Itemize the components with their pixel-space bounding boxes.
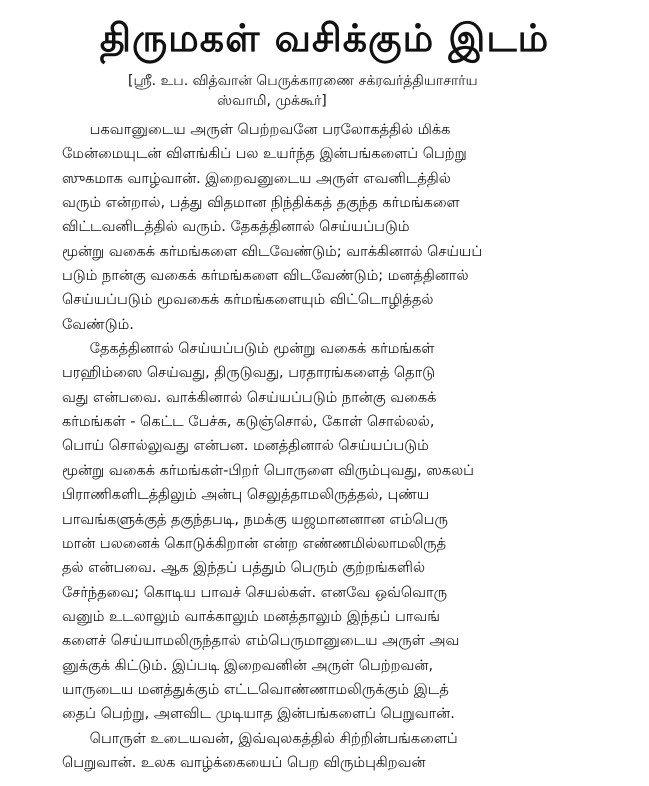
text-line: மூன்று வகைக் கர்மங்கள்-பிறர் பொருளை விரும்புவது, ஸகலப் bbox=[62, 462, 474, 479]
text-line: சேர்ந்தவை; கொடிய பாவச் செயல்கள். எனவே ஒவ்வொரு bbox=[62, 584, 448, 601]
text-line: பொய் சொல்லுவது என்பன. மனத்தினால் செய்யப்படும் bbox=[62, 438, 429, 455]
text-line: தேகத்தினால் செய்யப்படும் மூன்று வகைக் கர்மங்கள் bbox=[62, 341, 435, 358]
text-line: களைச் செய்யாமலிருந்தால் எம்பெருமானுடைய அருள் அவ bbox=[62, 633, 460, 650]
text-line: பாவங்களுக்குத் தகுந்தபடி, நமக்கு யஜமானனான எம்பெரு bbox=[62, 511, 448, 528]
text-line: பிராணிகளிடத்திலும் அன்பு செலுத்தாமலிருத்தல், புண்ய bbox=[62, 487, 430, 504]
text-line: பொருள் உடையவன், இவ்வுலகத்தில் சிற்றின்பங்களைப் bbox=[62, 730, 458, 747]
text-line: பெறுவான். உலக வாழ்க்கையைப் பெற விரும்புகிறவன் bbox=[62, 754, 426, 771]
text-line: மேன்மையுடன் விளங்கிப் பல உயர்ந்த இன்பங்களைப் பெற்று bbox=[62, 146, 467, 163]
page-title: திருமகள் வசிக்கும் இடம் bbox=[99, 16, 550, 60]
text-line: ஸுகமாக வாழ்வான். இறைவனுடைய அருள் எவனிடத்தில் bbox=[62, 170, 451, 187]
text-line: வது என்பவை. வாக்கினால் செய்யப்படும் நான்கு வகைக் bbox=[62, 389, 437, 406]
text-line: னுக்குக் கிட்டும். இப்படி இறைவனின் அருள் பெற்றவன், bbox=[62, 657, 434, 674]
text-line: பரஹிம்ஸை செய்வது, திருடுவது, பரதாரங்களைத் தொடு bbox=[62, 365, 436, 382]
author-attribution: [ஸ்ரீ. உப. வித்வான் பெருக்காரணை சக்ரவர்த்தியாசார்ய ஸ்வாமி, முக்கூர்] bbox=[128, 73, 478, 109]
text-line: தல் என்பவை. ஆக இந்தப் பத்தும் பெரும் குற்றங்களில் bbox=[62, 560, 426, 577]
text-line: வேண்டும். bbox=[62, 316, 134, 333]
text-line: விட்டவனிடத்தில் வரும். தேகத்தினால் செய்யப்படும் bbox=[62, 219, 410, 236]
body-text bbox=[62, 118, 630, 775]
text-line: செய்யப்படும் மூவகைக் கர்மங்களையும் விட்டொழித்தல் bbox=[62, 292, 434, 309]
text-line: கர்மங்கள் - கெட்ட பேச்சு, கடுஞ்சொல், கோள் சொல்லல், bbox=[62, 414, 435, 431]
text-line: வரும் என்றால், பத்து விதமான நிந்திக்கத் தகுந்த கர்மங்களை bbox=[62, 195, 460, 212]
text-line: மூன்று வகைக் கர்மங்களை விடவேண்டும்; வாக்கினால் செய்யப் bbox=[62, 243, 483, 260]
text-line: வனும் உடலாலும் வாக்காலும் மனத்தாலும் இந்தப் பாவங் bbox=[62, 608, 440, 625]
text-line: தைப் பெற்று, அளவிட முடியாத இன்பங்களைப் பெறுவான். bbox=[62, 706, 455, 723]
text-line: பகவானுடைய அருள் பெற்றவனே பரலோகத்தில் மிக்க bbox=[62, 122, 451, 138]
text-line: மான் பலனைக் கொடுக்கிறான் என்ற எண்ணமில்லாமலிருத் bbox=[62, 535, 447, 552]
text-line: யாருடைய மனத்துக்கும் எட்டவொண்ணாமலிருக்கும் இடத் bbox=[62, 681, 449, 698]
text-line: படும் நான்கு வகைக் கர்மங்களை விடவேண்டும்; மனத்தினால் bbox=[62, 268, 469, 285]
